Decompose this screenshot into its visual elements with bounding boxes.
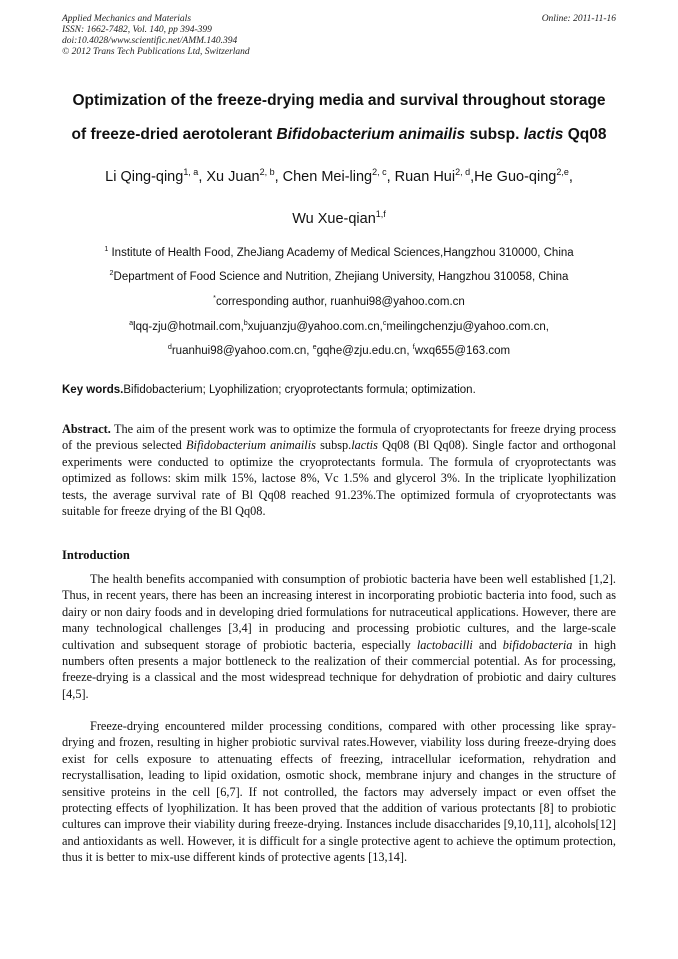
introduction-paragraph-2: Freeze-drying encountered milder processing conditions, compared with other processing like spray-drying and frozen, resulting in higher probiotic survival rates.However, viability loss during freeze-drying does exist for cells exposure to attenuating effects of freezing, intracellular iceformation, rehydration and recrystallisation, leading to lipid oxidation, osmotic shock, membrane injury and changes in the structure of sensitive proteins in the cell [6,7]. If not controlled, the factors may adversely impact or even offset the protecting effects of lyophilization. It has been proved that the addition of various protectants [8] to probiotic cultures can improve their viability during freeze-drying. Instances include disaccharides [9,10,11], alcohols[12] and antioxidants as well. However, it is difficult for a single protective agent to achieve the optimum protection, thus it is better to mix-use different kinds of protective agents [13,14].: [62, 719, 616, 865]
author-name: , Ruan Hui: [386, 169, 456, 185]
author-name: Wu Xue-qian: [292, 211, 376, 227]
introduction-paragraph-1: The health benefits accompanied with consumption of probiotic bacteria have been well established [1,2]. Thus, in recent years, there has been an increasing interest in incorporating probiotic bacteria into food, such as dairy or non dairy foods and in developing dried formulations for nutraceutical applications. However, there are many technological challenges [3,4] in producing and processing probiotic cultures, and the large-scale cultivation and subsequent storage of probiotic bacteria, especially lactobacilli and bifidobacteria in high numbers often presents a major bottleneck to the realization of their commercial potential. As for processing, freeze-drying is a classical and the most widespread technique for dehydration of probiotic and dairy cultures [4,5].: [62, 572, 616, 701]
abstract-label: Abstract.: [62, 422, 111, 436]
affiliation-1: $^1$ Institute of Health Food, ZheJiang Academy of Medical Sciences,Hangzhou 310000, China: [104, 245, 574, 259]
paper-title-line-1: Optimization of the freeze-drying media and survival throughout storage: [72, 92, 606, 109]
author-list: Li Qing-qing$^{1, a}$, Xu Juan$^{2, b}$, Chen Mei-ling$^{2, c}$, Ruan Hui$^{2, d}$,He Guo-qing$^{2,e}$,: [105, 167, 573, 185]
keywords-label: Key words.: [62, 384, 124, 396]
corresponding-author: *corresponding author, ruanhui98@yahoo.com.cn: [213, 294, 465, 308]
author-list-line-2: Wu Xue-qian$^{1,f}$: [292, 209, 386, 227]
keywords: [62, 383, 622, 397]
section-heading-introduction: Introduction: [62, 548, 130, 562]
author-emails-line-2: $^d$ruanhui98@yahoo.com.cn, $^e$gqhe@zju.edu.cn, $^f$wxq655@163.com: [167, 343, 511, 357]
abstract: Abstract. The aim of the present work was to optimize the formula of cryoprotectants for freeze drying process of the previous selected Bifidobacterium animailis subsp.lactis Qq08 (Bl Qq08). Single factor and orthogonal experiments were conducted to optimize the cryoprotectants formula. The formula of cryoprotectants was optimized as follows: skim milk 15%, lactose 8%, Vc 1.5% and glycerol 3%. In the triplicate lyophilization tests, the average survival rate of Bl Qq08 reached 91.23%.The optimized formula of cryoprotectants was suitable for freeze drying of the Bl Qq08.: [62, 422, 616, 519]
journal-issn: ISSN: 1662-7482, Vol. 140, pp 394-399: [62, 25, 212, 35]
online-date: Online: 2011-11-16: [541, 14, 616, 24]
author-name: , Xu Juan: [198, 169, 260, 185]
author-name: Li Qing-qing: [105, 169, 184, 185]
paper-title-line-2: of freeze-dried aerotolerant Bifidobacterium animailis subsp. lactis Qq08: [71, 126, 607, 143]
journal-name: Applied Mechanics and Materials: [62, 14, 192, 24]
author-name: ,He Guo-qing: [470, 169, 557, 185]
journal-header: [62, 14, 250, 58]
journal-doi: doi:10.4028/www.scientific.net/AMM.140.394: [62, 36, 238, 46]
author-emails-line-1: $^a$lqq-zju@hotmail.com,$^b$xujuanzju@yahoo.com.cn,$^c$meilingchenzju@yahoo.com.cn,: [129, 319, 549, 333]
affiliation-2: $^2$Department of Food Science and Nutrition, Zhejiang University, Hangzhou 310058, China: [109, 269, 569, 283]
keywords-text: Bifidobacterium; Lyophilization; cryoprotectants formula; optimization.: [123, 384, 476, 396]
journal-copyright: © 2012 Trans Tech Publications Ltd, Switzerland: [62, 47, 250, 57]
author-name: , Chen Mei-ling: [274, 169, 373, 185]
